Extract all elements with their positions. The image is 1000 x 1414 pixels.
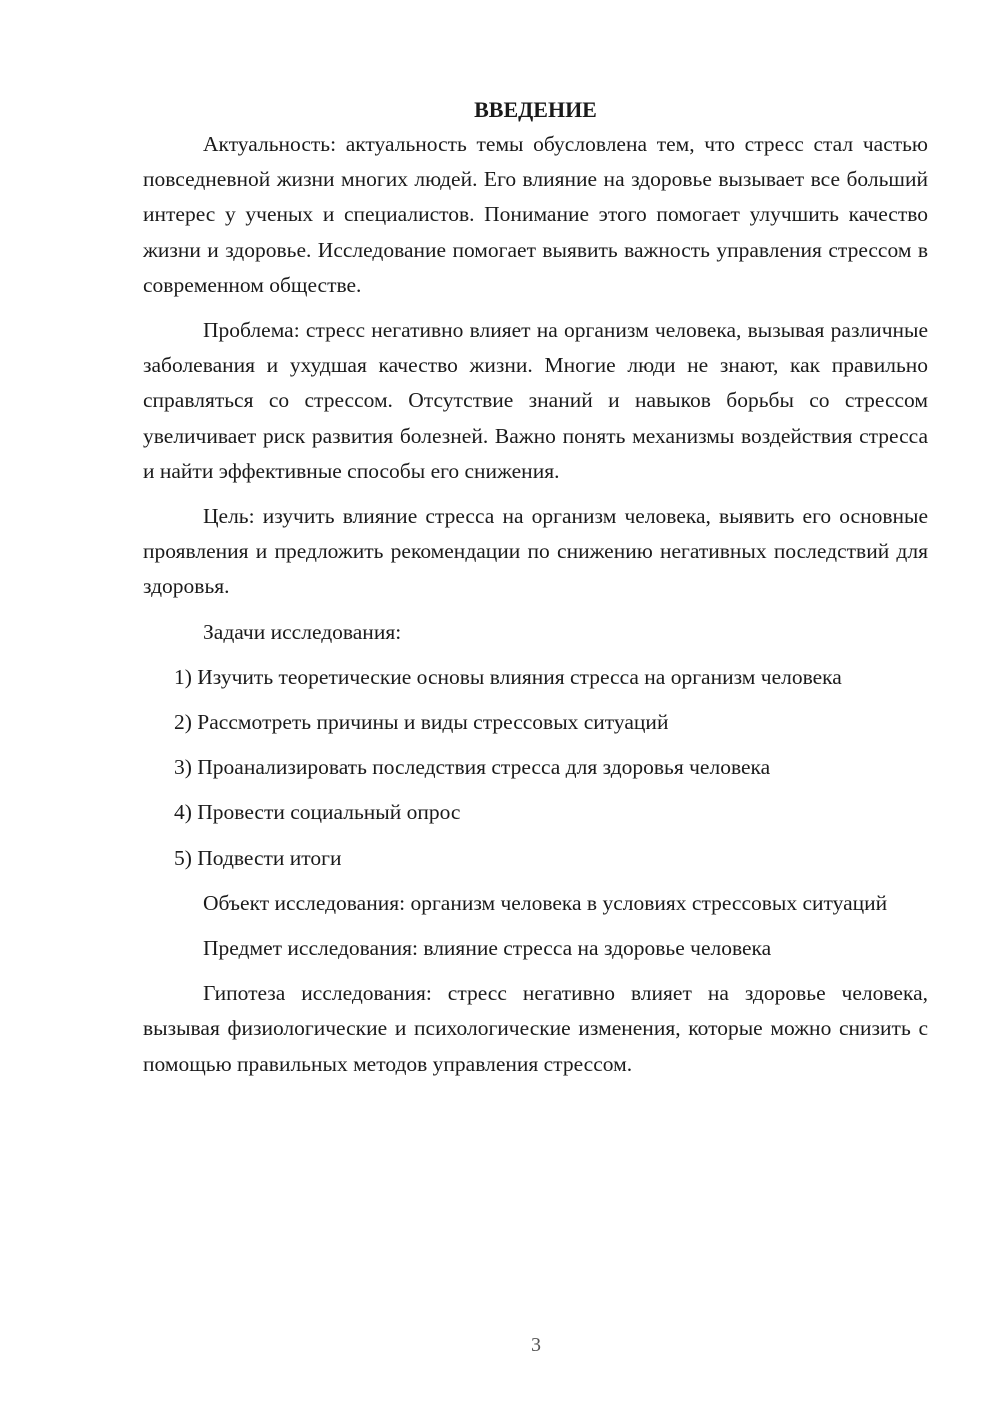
paragraph-hypothesis: Гипотеза исследования: стресс негативно влияет на здоровье человека, вызывая физиологические и психологические изменения, которые можно снизить с помощью правильных методов управления стрессом. xyxy=(143,981,928,1076)
document-page xyxy=(143,92,928,1082)
tasks-heading: Задачи исследования: xyxy=(203,619,402,644)
paragraph-goal: Цель: изучить влияние стресса на организм человека, выявить его основные проявления и предложить рекомендации по снижению негативных последствий для здоровья. xyxy=(143,504,928,599)
task-item-1: 1) Изучить теоретические основы влияния стресса на организм человека xyxy=(174,664,842,689)
task-item-4: 4) Провести социальный опрос xyxy=(174,800,461,825)
page-number: 3 xyxy=(531,1334,541,1356)
paragraph-subject: Предмет исследования: влияние стресса на здоровье человека xyxy=(203,936,772,961)
paragraph-object: Объект исследования: организм человека в условиях стрессовых ситуаций xyxy=(203,890,888,915)
paragraph-relevance: Актуальность: актуальность темы обусловлена тем, что стресс стал частью повседневной жизни многих людей. Его влияние на здоровье вызывает все больший интерес у ученых и специалистов. Понимание этого помогает улучшить качество жизни и здоровье. Исследование помогает выявить важность управления стрессом в современном обществе. xyxy=(143,132,928,297)
section-title: ВВЕДЕНИЕ xyxy=(474,97,597,122)
task-item-2: 2) Рассмотреть причины и виды стрессовых ситуаций xyxy=(174,710,669,735)
paragraph-problem: Проблема: стресс негативно влияет на организм человека, вызывая различные заболевания и ухудшая качество жизни. Многие люди не знают, как правильно справляться со стрессом. Отсутствие знаний и навыков борьбы со стрессом увеличивает риск развития болезней. Важно понять механизмы воздействия стресса и найти эффективные способы его снижения. xyxy=(143,318,928,483)
task-item-5: 5) Подвести итоги xyxy=(174,845,342,870)
task-item-3: 3) Проанализировать последствия стресса для здоровья человека xyxy=(174,755,771,780)
